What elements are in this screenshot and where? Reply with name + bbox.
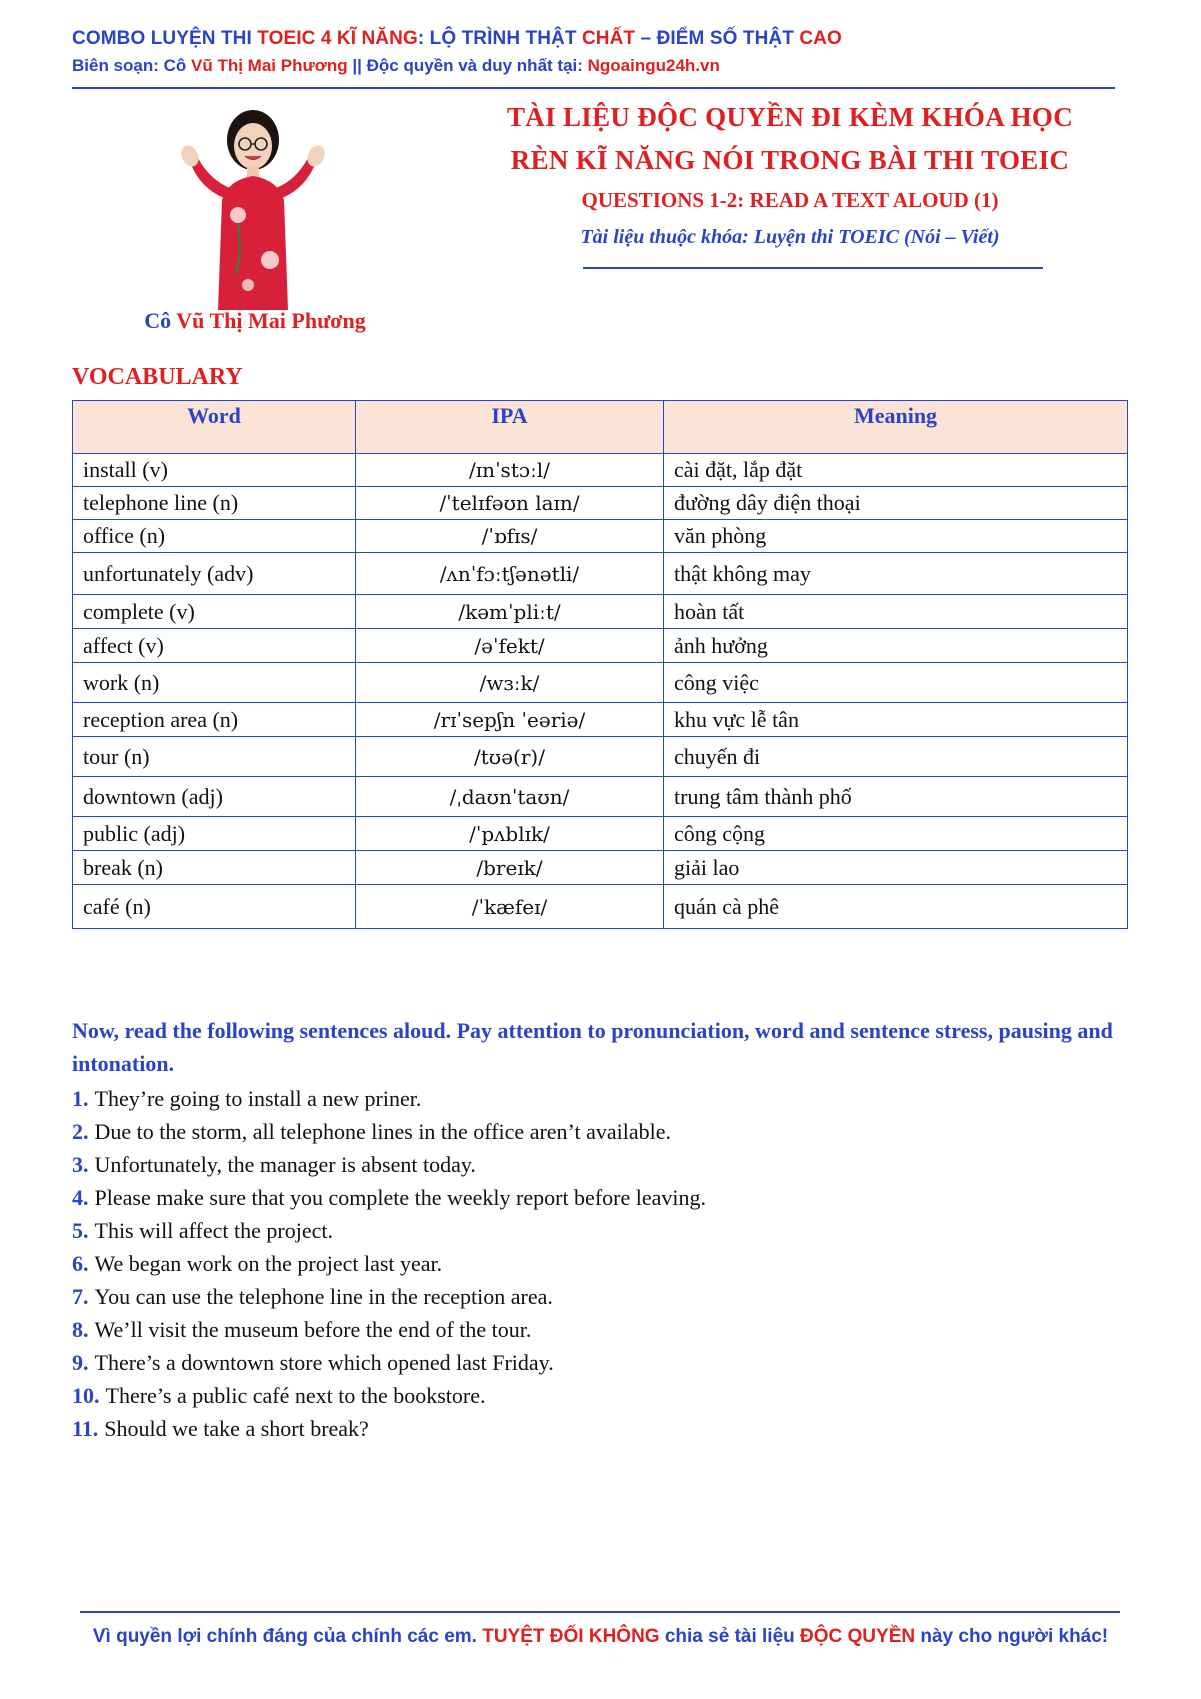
vocabulary-row xyxy=(73,777,1128,817)
vocabulary-row xyxy=(73,595,1128,629)
vocab-ipa: /wɜːk/ xyxy=(356,663,664,703)
sentence-number: 6. xyxy=(72,1251,89,1276)
sentence-text: They’re going to install a new priner. xyxy=(94,1086,422,1111)
sentence-text: Should we take a short break? xyxy=(104,1416,369,1441)
header-title-segment: TOEIC 4 KĨ NĂNG xyxy=(257,28,418,49)
vocab-ipa: /kəmˈpliːt/ xyxy=(356,595,664,629)
sentence-item xyxy=(72,1313,1132,1346)
footer-notice-segment: này cho người khác! xyxy=(915,1626,1109,1647)
header-title-segment: : LỘ TRÌNH THẬT xyxy=(417,28,582,49)
sentence-item xyxy=(72,1181,1132,1214)
sentence-item xyxy=(72,1247,1132,1280)
vocab-meaning: chuyến đi xyxy=(664,737,1128,777)
vocab-word: affect (v) xyxy=(73,629,356,663)
vocab-ipa: /ˈkæfeɪ/ xyxy=(356,885,664,929)
vocab-word: unfortunately (adv) xyxy=(73,553,356,595)
sentence-text: Please make sure that you complete the weekly report before leaving. xyxy=(94,1185,706,1210)
vocab-word: downtown (adj) xyxy=(73,777,356,817)
header-author-segment: Ngoaingu24h.vn xyxy=(587,56,720,75)
header-title-segment: – ĐIỂM SỐ THẬT xyxy=(635,28,800,49)
course-title-block xyxy=(500,100,1080,251)
vocab-word: break (n) xyxy=(73,851,356,885)
vocabulary-row xyxy=(73,520,1128,553)
vocab-word: reception area (n) xyxy=(73,703,356,737)
vocab-word: complete (v) xyxy=(73,595,356,629)
vocab-meaning: trung tâm thành phố xyxy=(664,777,1128,817)
sentence-item xyxy=(72,1280,1132,1313)
sentence-text: We began work on the project last year. xyxy=(94,1251,443,1276)
vocabulary-row xyxy=(73,851,1128,885)
vocabulary-heading: VOCABULARY xyxy=(72,364,243,390)
sentence-text: We’ll visit the museum before the end of the tour. xyxy=(94,1317,532,1342)
vocab-meaning: cài đặt, lắp đặt xyxy=(664,454,1128,487)
footer-notice xyxy=(60,1622,1141,1652)
vocab-meaning: thật không may xyxy=(664,553,1128,595)
vocab-word: telephone line (n) xyxy=(73,487,356,520)
sentence-number: 11. xyxy=(72,1416,99,1441)
sentence-number: 2. xyxy=(72,1119,89,1144)
sentence-text: Due to the storm, all telephone lines in the office aren’t available. xyxy=(94,1119,671,1144)
vocab-ipa: /ˈtelɪfəʊn laɪn/ xyxy=(356,487,664,520)
sentence-text: Unfortunately, the manager is absent today. xyxy=(94,1152,476,1177)
vocab-word: tour (n) xyxy=(73,737,356,777)
teacher-name: Vũ Thị Mai Phương xyxy=(176,308,366,333)
vocab-meaning: hoàn tất xyxy=(664,595,1128,629)
vocabulary-table xyxy=(72,400,1128,929)
vocabulary-row xyxy=(73,663,1128,703)
sentence-item xyxy=(72,1214,1132,1247)
sentence-item xyxy=(72,1346,1132,1379)
vocab-meaning: quán cà phê xyxy=(664,885,1128,929)
vocab-meaning: công cộng xyxy=(664,817,1128,851)
sentence-number: 10. xyxy=(72,1383,100,1408)
vocab-meaning: giải lao xyxy=(664,851,1128,885)
column-header-word: Word xyxy=(73,401,356,454)
sentence-number: 4. xyxy=(72,1185,89,1210)
course-title-1: TÀI LIỆU ĐỘC QUYỀN ĐI KÈM KHÓA HỌC xyxy=(506,102,1073,132)
course-subtitle: Tài liệu thuộc khóa: Luyện thi TOEIC (Nói – Viết) xyxy=(580,226,1000,248)
sentence-item xyxy=(72,1148,1132,1181)
vocab-word: install (v) xyxy=(73,454,356,487)
vocab-ipa: /rɪˈsepʃn ˈeəriə/ xyxy=(356,703,664,737)
column-header-ipa: IPA xyxy=(356,401,664,454)
sentence-number: 9. xyxy=(72,1350,89,1375)
header-title-segment: COMBO LUYỆN THI xyxy=(72,28,258,49)
sentence-item xyxy=(72,1115,1132,1148)
vocab-word: café (n) xyxy=(73,885,356,929)
footer-notice-segment: Vì quyền lợi chính đáng của chính các em. xyxy=(92,1626,483,1647)
vocab-word: work (n) xyxy=(73,663,356,703)
vocabulary-row xyxy=(73,487,1128,520)
teacher-caption-prefix: Cô xyxy=(144,308,177,333)
vocabulary-row xyxy=(73,737,1128,777)
vocab-meaning: văn phòng xyxy=(664,520,1128,553)
sentence-text: This will affect the project. xyxy=(94,1218,333,1243)
vocab-ipa: /ˈɒfɪs/ xyxy=(356,520,664,553)
teacher-photo xyxy=(178,100,328,310)
vocabulary-row xyxy=(73,885,1128,929)
vocab-ipa: /breɪk/ xyxy=(356,851,664,885)
teacher-caption xyxy=(110,308,400,334)
header-author-segment: || Độc quyền và duy nhất tại: xyxy=(347,56,588,75)
vocab-meaning: công việc xyxy=(664,663,1128,703)
reading-instructions: Now, read the following sentences aloud. Pay attention to pronunciation, word and sentence stress, pausing and intonation. xyxy=(72,1018,1113,1076)
vocabulary-row xyxy=(73,629,1128,663)
sentence-text: There’s a downtown store which opened last Friday. xyxy=(94,1350,554,1375)
document-header xyxy=(72,26,1112,78)
sentence-item xyxy=(72,1412,1132,1445)
vocab-ipa: /tʊə(r)/ xyxy=(356,737,664,777)
course-title-3: QUESTIONS 1-2: READ A TEXT ALOUD (1) xyxy=(581,188,999,212)
sentence-text: There’s a public café next to the bookstore. xyxy=(105,1383,486,1408)
vocabulary-header-row xyxy=(73,401,1128,454)
sentence-item xyxy=(72,1082,1132,1115)
header-author-line xyxy=(72,54,1112,78)
sentence-number: 8. xyxy=(72,1317,89,1342)
vocab-word: public (adj) xyxy=(73,817,356,851)
sentence-number: 1. xyxy=(72,1086,89,1111)
vocabulary-row xyxy=(73,553,1128,595)
footer-notice-segment: ĐỘC QUYỀN xyxy=(800,1626,916,1647)
vocab-ipa: /əˈfekt/ xyxy=(356,629,664,663)
sentence-number: 5. xyxy=(72,1218,89,1243)
sentence-text: You can use the telephone line in the reception area. xyxy=(94,1284,553,1309)
column-header-meaning: Meaning xyxy=(664,401,1128,454)
footer-divider xyxy=(80,1611,1120,1613)
header-title-segment: CAO xyxy=(799,28,842,49)
vocab-word: office (n) xyxy=(73,520,356,553)
vocab-meaning: đường dây điện thoại xyxy=(664,487,1128,520)
vocab-ipa: /ˌdaʊnˈtaʊn/ xyxy=(356,777,664,817)
footer-notice-segment: TUYỆT ĐỐI KHÔNG xyxy=(482,1626,660,1647)
vocab-meaning: ảnh hưởng xyxy=(664,629,1128,663)
footer-notice-segment: chia sẻ tài liệu xyxy=(659,1626,801,1647)
sentence-item xyxy=(72,1379,1132,1412)
sentence-number: 3. xyxy=(72,1152,89,1177)
header-title-segment: CHẤT xyxy=(581,28,636,49)
course-title-2: RÈN KĨ NĂNG NÓI TRONG BÀI THI TOEIC xyxy=(510,145,1070,175)
sentence-list xyxy=(72,1082,1132,1445)
sentence-number: 7. xyxy=(72,1284,89,1309)
vocabulary-row xyxy=(73,703,1128,737)
vocabulary-row xyxy=(73,454,1128,487)
vocabulary-row xyxy=(73,817,1128,851)
header-divider xyxy=(72,87,1115,89)
vocab-ipa: /ʌnˈfɔːtʃənətli/ xyxy=(356,553,664,595)
vocab-ipa: /ˈpʌblɪk/ xyxy=(356,817,664,851)
header-author-segment: Biên soạn: Cô xyxy=(72,56,192,75)
vocab-ipa: /ɪnˈstɔːl/ xyxy=(356,454,664,487)
course-divider xyxy=(583,267,1043,269)
header-title-line xyxy=(72,26,1112,52)
vocab-meaning: khu vực lễ tân xyxy=(664,703,1128,737)
header-author-segment: Vũ Thị Mai Phương xyxy=(191,56,348,75)
